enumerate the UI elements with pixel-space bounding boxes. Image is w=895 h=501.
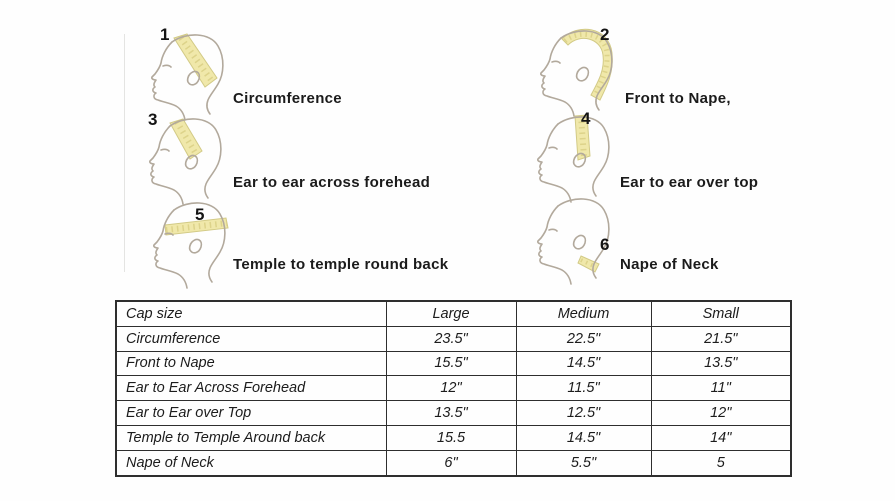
head-profile-icon (524, 109, 624, 204)
value-large: 23.5" (386, 326, 516, 351)
header-small: Small (651, 301, 791, 326)
diagram-ear-to-ear-across-forehead (136, 110, 236, 206)
value-small: 11" (651, 376, 791, 401)
value-medium: 11.5" (516, 376, 651, 401)
table-row (116, 376, 791, 401)
value-large: 6" (386, 450, 516, 475)
value-large: 15.5" (386, 351, 516, 376)
value-large: 13.5" (386, 401, 516, 426)
head-profile-icon (138, 30, 238, 122)
table-row (116, 425, 791, 450)
diagram-circumference (138, 25, 238, 122)
step-number: 4 (581, 109, 591, 128)
step-number: 3 (148, 110, 158, 129)
step-number: 1 (160, 25, 170, 44)
row-label: Nape of Neck (116, 450, 386, 475)
head-profile-icon (527, 26, 627, 118)
label-front-to-nape: Front to Nape, (625, 90, 731, 107)
value-small: 5 (651, 450, 791, 475)
value-medium: 14.5" (516, 351, 651, 376)
row-label: Temple to Temple Around back (116, 425, 386, 450)
header-cap-size: Cap size (116, 301, 386, 326)
step-number: 5 (195, 205, 205, 224)
measuring-tape-band (170, 119, 202, 159)
table-row (116, 450, 791, 475)
label-circumference: Circumference (233, 90, 342, 107)
value-small: 14" (651, 425, 791, 450)
header-medium: Medium (516, 301, 651, 326)
value-medium: 22.5" (516, 326, 651, 351)
label-ear-to-ear-across-forehead: Ear to ear across forehead (233, 174, 431, 191)
row-label: Ear to Ear over Top (116, 401, 386, 426)
header-large: Large (386, 301, 516, 326)
table-header-row (116, 301, 791, 326)
value-medium: 12.5" (516, 401, 651, 426)
value-small: 21.5" (651, 326, 791, 351)
step-number: 2 (600, 25, 610, 44)
value-medium: 5.5" (516, 450, 651, 475)
value-large: 12" (386, 376, 516, 401)
label-nape-of-neck: Nape of Neck (620, 256, 719, 273)
value-small: 13.5" (651, 351, 791, 376)
label-ear-to-ear-over-top: Ear to ear over top (620, 174, 759, 191)
value-medium: 14.5" (516, 425, 651, 450)
step-number: 6 (600, 235, 610, 254)
diagram-temple-to-temple (140, 198, 240, 290)
row-label: Circumference (116, 326, 386, 351)
table-row (116, 401, 791, 426)
row-label: Front to Nape (116, 351, 386, 376)
table-row (116, 326, 791, 351)
panel-edge-line (124, 34, 125, 272)
cap-size-table (115, 300, 792, 477)
measuring-tape-band (578, 256, 599, 272)
head-profile-icon (140, 198, 240, 290)
diagram-front-to-nape (527, 26, 627, 118)
label-temple-to-temple: Temple to temple round back (233, 256, 449, 273)
value-small: 12" (651, 401, 791, 426)
diagram-nape-of-neck (524, 194, 624, 286)
diagram-ear-to-ear-over-top (524, 109, 624, 204)
value-large: 15.5 (386, 425, 516, 450)
row-label: Ear to Ear Across Forehead (116, 376, 386, 401)
table-row (116, 351, 791, 376)
